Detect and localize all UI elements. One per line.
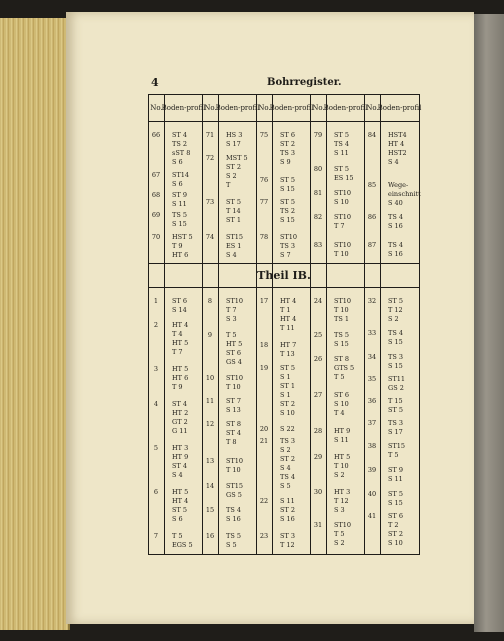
soil-profile-line: HT 5 bbox=[172, 365, 189, 373]
soil-profile-line: ST 2 bbox=[226, 163, 241, 171]
soil-profile-line: S 10 bbox=[280, 409, 295, 417]
borehole-number: 17 bbox=[259, 297, 269, 305]
borehole-number: 34 bbox=[367, 353, 377, 361]
borehole-number: 13 bbox=[205, 457, 215, 465]
soil-profile-line: TS 2 bbox=[172, 140, 187, 148]
soil-profile-line: HT 5 bbox=[172, 488, 189, 496]
soil-profile-line: T 5 bbox=[172, 532, 183, 540]
no-column-divider bbox=[326, 95, 327, 554]
borehole-number: 6 bbox=[153, 488, 159, 496]
borehole-number: 78 bbox=[259, 233, 269, 241]
soil-profile-line: ST 2 bbox=[280, 400, 295, 408]
borehole-number: 16 bbox=[205, 532, 215, 540]
borehole-number: 20 bbox=[259, 425, 269, 433]
borehole-number: 71 bbox=[205, 131, 215, 139]
soil-profile-line: S 7 bbox=[280, 251, 291, 259]
soil-profile-line: T 1 bbox=[280, 306, 291, 314]
soil-profile-line: HST2 bbox=[388, 149, 407, 157]
soil-profile-line: TS 4 bbox=[388, 213, 403, 221]
soil-profile-line: T 12 bbox=[280, 541, 295, 549]
borehole-number: 38 bbox=[367, 442, 377, 450]
soil-profile-line: S 3 bbox=[226, 315, 237, 323]
soil-profile-line: S 6 bbox=[172, 158, 183, 166]
soil-profile-line: ST 4 bbox=[172, 462, 187, 470]
soil-profile-line: ST 4 bbox=[172, 400, 187, 408]
soil-profile-line: S 16 bbox=[280, 515, 295, 523]
soil-profile-line: S 4 bbox=[172, 471, 183, 479]
soil-profile-line: HT 5 bbox=[226, 340, 243, 348]
soil-profile-line: T 12 bbox=[334, 497, 349, 505]
borehole-number: 29 bbox=[313, 453, 323, 461]
soil-profile-line: ST10 bbox=[226, 457, 244, 465]
soil-profile-line: T 14 bbox=[226, 207, 241, 215]
soil-profile-line: ST10 bbox=[334, 189, 352, 197]
soil-profile-line: HT 4 bbox=[280, 315, 297, 323]
header-profil-top: Boden- bbox=[161, 103, 187, 112]
soil-profile-line: S 15 bbox=[280, 216, 295, 224]
soil-profile-line: TS 3 bbox=[388, 419, 403, 427]
soil-profile-line: ST 9 bbox=[172, 191, 187, 199]
soil-profile-line: EGS 5 bbox=[172, 541, 193, 549]
header-no-label: No. bbox=[366, 103, 379, 112]
soil-profile-line: TS 3 bbox=[388, 353, 403, 361]
group-divider bbox=[256, 95, 257, 554]
soil-profile-line: T 10 bbox=[226, 466, 241, 474]
soil-profile-line: T 13 bbox=[280, 350, 295, 358]
borehole-number: 30 bbox=[313, 488, 323, 496]
soil-profile-line: HT 4 bbox=[280, 297, 297, 305]
borehole-number: 28 bbox=[313, 427, 323, 435]
soil-profile-line: S 5 bbox=[280, 482, 291, 490]
soil-profile-line: TS 5 bbox=[334, 331, 349, 339]
soil-profile-line: S 15 bbox=[172, 220, 187, 228]
soil-profile-line: T 9 bbox=[172, 383, 183, 391]
group-divider bbox=[364, 95, 365, 554]
section-rule bbox=[149, 287, 419, 288]
soil-profile-line: ST 4 bbox=[172, 131, 187, 139]
soil-profile-line: ST 2 bbox=[280, 506, 295, 514]
soil-profile-line: HST4 bbox=[388, 131, 407, 139]
soil-profile-line: TS 5 bbox=[172, 211, 187, 219]
soil-profile-line: S 3 bbox=[334, 506, 345, 514]
soil-profile-line: S 9 bbox=[280, 158, 291, 166]
soil-profile-line: S 2 bbox=[334, 539, 345, 547]
soil-profile-line: S 1 bbox=[280, 391, 291, 399]
header-profil-bottom: profil bbox=[402, 103, 422, 112]
soil-profile-line: T 7 bbox=[172, 348, 183, 356]
borehole-number: 75 bbox=[259, 131, 269, 139]
soil-profile-line: S 10 bbox=[388, 539, 403, 547]
header-bodenprofil bbox=[323, 95, 368, 121]
borehole-number: 5 bbox=[153, 444, 159, 452]
soil-profile-line: ST15 bbox=[226, 482, 244, 490]
soil-profile-line: S 16 bbox=[388, 222, 403, 230]
soil-profile-line: ST 3 bbox=[280, 532, 295, 540]
soil-profile-line: T 11 bbox=[280, 324, 295, 332]
soil-profile-line: S 1 bbox=[280, 373, 291, 381]
section-title: Theil IB. bbox=[257, 268, 311, 282]
soil-profile-line: ST 6 bbox=[334, 391, 349, 399]
soil-profile-line: S 6 bbox=[172, 180, 183, 188]
header-no-label: No. bbox=[204, 103, 217, 112]
header-profil-bottom: profil bbox=[186, 103, 206, 112]
soil-profile-line: T 15 bbox=[388, 397, 403, 405]
group-divider bbox=[310, 95, 311, 554]
soil-profile-line: ST 5 bbox=[280, 198, 295, 206]
soil-profile-line: TS 3 bbox=[280, 242, 295, 250]
borehole-number: 31 bbox=[313, 521, 323, 529]
soil-profile-line: S 6 bbox=[172, 515, 183, 523]
no-column-divider bbox=[380, 95, 381, 554]
borehole-number: 73 bbox=[205, 198, 215, 206]
soil-profile-line: ST 5 bbox=[388, 406, 403, 414]
soil-profile-line: ST10 bbox=[334, 521, 352, 529]
soil-profile-line: HST 5 bbox=[172, 233, 193, 241]
no-column-divider bbox=[272, 95, 273, 554]
borehole-number: 79 bbox=[313, 131, 323, 139]
borehole-number: 7 bbox=[153, 532, 159, 540]
soil-profile-line: T 7 bbox=[226, 306, 237, 314]
soil-profile-line: ES 1 bbox=[226, 242, 242, 250]
borehole-number: 40 bbox=[367, 490, 377, 498]
soil-profile-line: ST10 bbox=[334, 213, 352, 221]
header-bodenprofil bbox=[377, 95, 422, 121]
soil-profile-line: S 5 bbox=[226, 541, 237, 549]
soil-profile-line: S 2 bbox=[388, 315, 399, 323]
soil-profile-line: GT 2 bbox=[172, 418, 188, 426]
soil-profile-line: ST10 bbox=[280, 233, 298, 241]
soil-profile-line: TS 3 bbox=[280, 437, 295, 445]
soil-profile-line: ST11 bbox=[388, 375, 406, 383]
soil-profile-line: S 10 bbox=[334, 400, 349, 408]
borehole-number: 4 bbox=[153, 400, 159, 408]
header-bodenprofil bbox=[161, 95, 206, 121]
borehole-number: 2 bbox=[153, 321, 159, 329]
soil-profile-line: TS 4 bbox=[334, 140, 349, 148]
soil-profile-line: ST15 bbox=[388, 442, 406, 450]
no-column-divider bbox=[218, 95, 219, 554]
soil-profile-line: S 14 bbox=[172, 306, 187, 314]
soil-profile-line: ST 5 bbox=[280, 176, 295, 184]
borehole-number: 8 bbox=[207, 297, 213, 305]
soil-profile-line: ST 5 bbox=[388, 297, 403, 305]
borehole-number: 3 bbox=[153, 365, 159, 373]
borehole-number: 41 bbox=[367, 512, 377, 520]
soil-profile-line: S 15 bbox=[388, 362, 403, 370]
header-profil-bottom: profil bbox=[240, 103, 260, 112]
soil-profile-line: S 15 bbox=[280, 185, 295, 193]
borehole-number: 36 bbox=[367, 397, 377, 405]
borehole-number: 27 bbox=[313, 391, 323, 399]
borehole-number: 83 bbox=[313, 241, 323, 249]
borehole-number: 10 bbox=[205, 374, 215, 382]
running-head: Bohrregister. bbox=[267, 77, 342, 88]
soil-profile-line: ST 9 bbox=[388, 466, 403, 474]
borehole-number: 84 bbox=[367, 131, 377, 139]
header-profil-bottom: profil bbox=[348, 103, 368, 112]
header-profil-top: Boden- bbox=[377, 103, 403, 112]
header-profil-top: Boden- bbox=[269, 103, 295, 112]
soil-profile-line: HT 4 bbox=[172, 497, 189, 505]
book-cover-edge bbox=[474, 14, 504, 632]
soil-profile-line: ST14 bbox=[172, 171, 190, 179]
soil-profile-line: HT 6 bbox=[172, 374, 189, 382]
soil-profile-line: TS 5 bbox=[226, 532, 241, 540]
borehole-number: 37 bbox=[367, 419, 377, 427]
soil-profile-line: GS 2 bbox=[388, 384, 404, 392]
soil-profile-line: ST 1 bbox=[280, 382, 295, 390]
borehole-number: 11 bbox=[205, 397, 215, 405]
soil-profile-line: ST 2 bbox=[280, 140, 295, 148]
header-no-label: No. bbox=[258, 103, 271, 112]
borehole-number: 80 bbox=[313, 165, 323, 173]
soil-profile-line: T 5 bbox=[334, 530, 345, 538]
borehole-number: 1 bbox=[153, 297, 159, 305]
soil-profile-line: ST 5 bbox=[334, 165, 349, 173]
header-no-label: No. bbox=[150, 103, 163, 112]
soil-profile-line: S 13 bbox=[226, 406, 241, 414]
borehole-number: 85 bbox=[367, 181, 377, 189]
soil-profile-line: TS 3 bbox=[280, 149, 295, 157]
soil-profile-line: S 11 bbox=[334, 436, 349, 444]
soil-profile-line: einschnitt bbox=[388, 190, 421, 198]
soil-profile-line: ST15 bbox=[226, 233, 244, 241]
soil-profile-line: ST 5 bbox=[226, 198, 241, 206]
borehole-number: 23 bbox=[259, 532, 269, 540]
borehole-number: 77 bbox=[259, 198, 269, 206]
soil-profile-line: G 11 bbox=[172, 427, 188, 435]
soil-profile-line: HT 7 bbox=[280, 341, 297, 349]
soil-profile-line: T 10 bbox=[334, 306, 349, 314]
borehole-number: 82 bbox=[313, 213, 323, 221]
borehole-number: 26 bbox=[313, 355, 323, 363]
borehole-number: 70 bbox=[151, 233, 161, 241]
borehole-number: 25 bbox=[313, 331, 323, 339]
soil-profile-line: T 12 bbox=[388, 306, 403, 314]
header-profil-top: Boden- bbox=[323, 103, 349, 112]
soil-profile-line: TS 1 bbox=[334, 315, 349, 323]
no-column-divider bbox=[164, 95, 165, 554]
soil-profile-line: T 10 bbox=[226, 383, 241, 391]
soil-profile-line: HT 3 bbox=[172, 444, 189, 452]
soil-profile-line: ST 5 bbox=[280, 364, 295, 372]
soil-profile-line: ST 6 bbox=[388, 512, 403, 520]
soil-profile-line: T 5 bbox=[334, 373, 345, 381]
soil-profile-line: S 4 bbox=[226, 251, 237, 259]
header-bodenprofil bbox=[269, 95, 314, 121]
soil-profile-line: HT 2 bbox=[172, 409, 189, 417]
borehole-number: 69 bbox=[151, 211, 161, 219]
book-page-edges bbox=[0, 18, 70, 630]
soil-profile-line: S 16 bbox=[388, 250, 403, 258]
soil-profile-line: HT 5 bbox=[172, 339, 189, 347]
borehole-number: 66 bbox=[151, 131, 161, 139]
soil-profile-line: T 5 bbox=[226, 331, 237, 339]
borehole-number: 18 bbox=[259, 341, 269, 349]
soil-profile-line: TS 2 bbox=[280, 207, 295, 215]
borehole-number: 9 bbox=[207, 331, 213, 339]
soil-profile-line: S 15 bbox=[388, 338, 403, 346]
borehole-number: 15 bbox=[205, 506, 215, 514]
soil-profile-line: ST 2 bbox=[280, 455, 295, 463]
soil-profile-line: HT 3 bbox=[334, 488, 351, 496]
soil-profile-line: S 17 bbox=[388, 428, 403, 436]
soil-profile-line: T 5 bbox=[388, 451, 399, 459]
soil-profile-line: S 4 bbox=[388, 158, 399, 166]
soil-profile-line: S 10 bbox=[334, 198, 349, 206]
borehole-number: 68 bbox=[151, 191, 161, 199]
soil-profile-line: GTS 5 bbox=[334, 364, 355, 372]
soil-profile-line: ST 2 bbox=[388, 530, 403, 538]
soil-profile-line: ST 4 bbox=[226, 429, 241, 437]
borehole-number: 74 bbox=[205, 233, 215, 241]
borehole-number: 33 bbox=[367, 329, 377, 337]
soil-profile-line: HT 4 bbox=[172, 321, 189, 329]
soil-profile-line: HT 4 bbox=[388, 140, 405, 148]
soil-profile-line: HT 9 bbox=[334, 427, 351, 435]
soil-profile-line: T 10 bbox=[334, 250, 349, 258]
borehole-number: 14 bbox=[205, 482, 215, 490]
borehole-number: 67 bbox=[151, 171, 161, 179]
soil-profile-line: T 9 bbox=[172, 242, 183, 250]
soil-profile-line: ST 5 bbox=[334, 131, 349, 139]
section-rule bbox=[149, 263, 419, 264]
borehole-number: 39 bbox=[367, 466, 377, 474]
borehole-number: 21 bbox=[259, 437, 269, 445]
soil-profile-line: T 7 bbox=[334, 222, 345, 230]
soil-profile-line: S 2 bbox=[334, 471, 345, 479]
soil-profile-line: ST10 bbox=[226, 297, 244, 305]
soil-profile-line: Wege- bbox=[388, 181, 409, 189]
borehole-number: 24 bbox=[313, 297, 323, 305]
borehole-number: 81 bbox=[313, 189, 323, 197]
soil-profile-line: S 40 bbox=[388, 199, 403, 207]
soil-profile-line: S 15 bbox=[388, 499, 403, 507]
soil-profile-line: GS 4 bbox=[226, 358, 242, 366]
soil-profile-line: ST10 bbox=[334, 297, 352, 305]
soil-profile-line: HT 6 bbox=[172, 251, 189, 259]
soil-profile-line: S 16 bbox=[226, 515, 241, 523]
soil-profile-line: HT 9 bbox=[172, 453, 189, 461]
soil-profile-line: T 10 bbox=[334, 462, 349, 470]
header-profil-bottom: profil bbox=[294, 103, 314, 112]
borehole-number: 32 bbox=[367, 297, 377, 305]
soil-profile-line: TS 4 bbox=[388, 329, 403, 337]
borehole-number: 87 bbox=[367, 241, 377, 249]
page-number: 4 bbox=[151, 76, 159, 89]
soil-profile-line: HT 5 bbox=[334, 453, 351, 461]
borehole-number: 72 bbox=[205, 154, 215, 162]
soil-profile-line: S 11 bbox=[280, 497, 295, 505]
header-profil-top: Boden- bbox=[215, 103, 241, 112]
soil-profile-line: HS 3 bbox=[226, 131, 243, 139]
soil-profile-line: T bbox=[226, 181, 231, 189]
header-bodenprofil bbox=[215, 95, 260, 121]
soil-profile-line: ST10 bbox=[334, 241, 352, 249]
soil-profile-line: S 11 bbox=[388, 475, 403, 483]
soil-profile-line: MST 5 bbox=[226, 154, 248, 162]
borehole-number: 12 bbox=[205, 420, 215, 428]
soil-profile-line: S 11 bbox=[172, 200, 187, 208]
soil-profile-line: GS 5 bbox=[226, 491, 242, 499]
borehole-number: 86 bbox=[367, 213, 377, 221]
soil-profile-line: sST 8 bbox=[172, 149, 191, 157]
soil-profile-line: S 4 bbox=[280, 464, 291, 472]
borehole-number: 76 bbox=[259, 176, 269, 184]
soil-profile-line: T 4 bbox=[172, 330, 183, 338]
soil-profile-line: ST 8 bbox=[226, 420, 241, 428]
soil-profile-line: T 4 bbox=[334, 409, 345, 417]
soil-profile-line: S 2 bbox=[280, 446, 291, 454]
soil-profile-line: TS 4 bbox=[226, 506, 241, 514]
soil-profile-line: TS 4 bbox=[388, 241, 403, 249]
soil-profile-line: ST10 bbox=[226, 374, 244, 382]
soil-profile-line: T 8 bbox=[226, 438, 237, 446]
soil-profile-line: S 22 bbox=[280, 425, 295, 433]
borehole-number: 22 bbox=[259, 497, 269, 505]
soil-profile-line: ST 5 bbox=[388, 490, 403, 498]
soil-profile-line: S 2 bbox=[226, 172, 237, 180]
borehole-number: 35 bbox=[367, 375, 377, 383]
soil-profile-line: TS 4 bbox=[280, 473, 295, 481]
soil-profile-line: S 17 bbox=[226, 140, 241, 148]
borehole-register-table bbox=[148, 94, 420, 555]
soil-profile-line: S 11 bbox=[334, 149, 349, 157]
soil-profile-line: ST 6 bbox=[280, 131, 295, 139]
soil-profile-line: ST 6 bbox=[172, 297, 187, 305]
header-rule bbox=[149, 121, 419, 122]
soil-profile-line: ST 5 bbox=[172, 506, 187, 514]
soil-profile-line: ST 8 bbox=[334, 355, 349, 363]
soil-profile-line: ES 15 bbox=[334, 174, 354, 182]
soil-profile-line: ST 1 bbox=[226, 216, 241, 224]
soil-profile-line: ST 6 bbox=[226, 349, 241, 357]
soil-profile-line: S 15 bbox=[334, 340, 349, 348]
soil-profile-line: T 2 bbox=[388, 521, 399, 529]
soil-profile-line: ST 7 bbox=[226, 397, 241, 405]
borehole-number: 19 bbox=[259, 364, 269, 372]
header-no-label: No. bbox=[312, 103, 325, 112]
